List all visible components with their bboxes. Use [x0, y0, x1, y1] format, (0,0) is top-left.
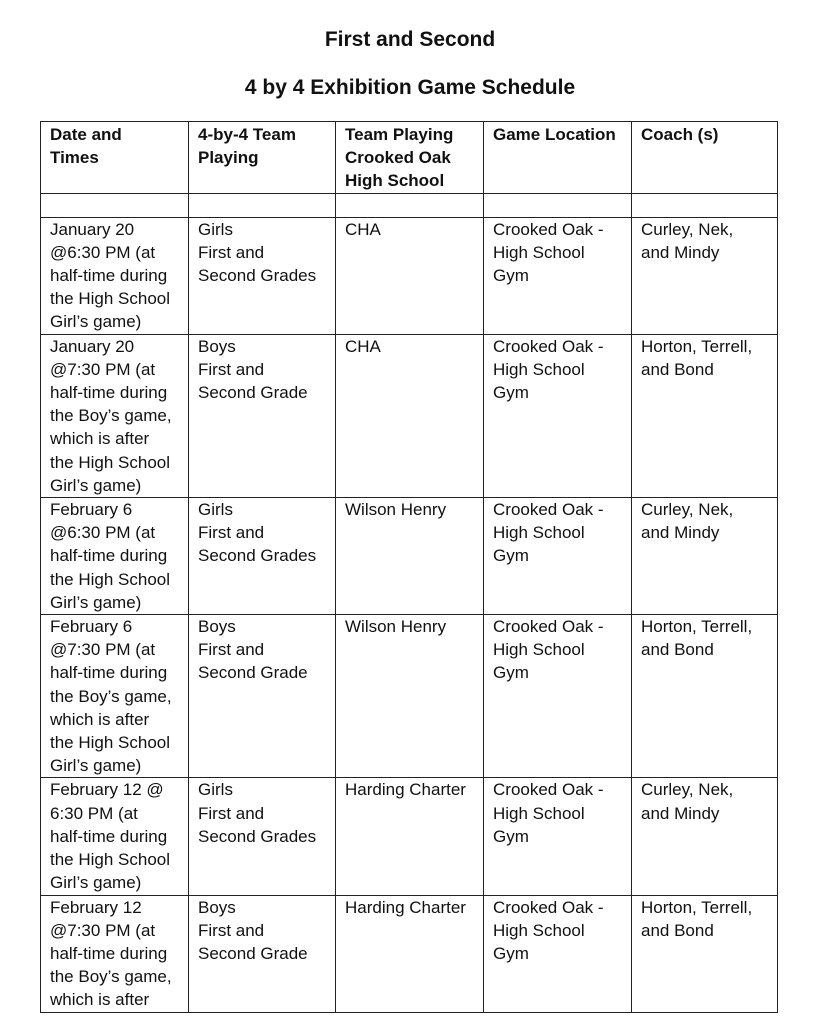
cell-date-line: which is after [50, 990, 150, 1010]
cell-team [189, 615, 336, 778]
cell-opponent-line: Wilson Henry [345, 500, 447, 520]
cell-team-line: Second Grade [198, 943, 308, 963]
cell-team-line: First and [198, 640, 265, 660]
cell-coaches-line: Horton, Terrell, [641, 897, 753, 917]
cell-opponent-line: CHA [345, 336, 381, 356]
cell-date-line: the Boy’s game, [50, 406, 172, 426]
cell-date-line: February 12 @ [50, 780, 164, 800]
cell-team [189, 895, 336, 1012]
table-row [41, 778, 778, 895]
cell-location-line: High School [493, 359, 585, 379]
cell-date-line: half-time during [50, 663, 168, 683]
cell-team-line: First and [198, 242, 265, 262]
cell-location-line: High School [493, 803, 585, 823]
cell-date [41, 895, 189, 1012]
cell-team-line: First and [198, 359, 265, 379]
cell-date-line: January 20 [50, 219, 135, 239]
cell-date-line: half-time during [50, 383, 168, 403]
cell-opponent-line: Wilson Henry [345, 617, 447, 637]
cell-opponent [336, 334, 484, 497]
cell-location-line: Crooked Oak - [493, 500, 604, 520]
cell-location-line: High School [493, 523, 585, 543]
cell-date-line: which is after [50, 429, 150, 449]
cell-date-line: the High School [50, 569, 171, 589]
cell-team-line: First and [198, 803, 265, 823]
cell-team [189, 217, 336, 334]
cell-coaches-line: and Mindy [641, 523, 720, 543]
cell-coaches-line: and Bond [641, 640, 714, 660]
cell-date-line: the High School [50, 289, 171, 309]
cell-team-line: Second Grade [198, 383, 308, 403]
cell-date [41, 778, 189, 895]
cell-coaches [632, 615, 778, 778]
cell-location-line: Gym [493, 383, 529, 403]
cell-location-line: Crooked Oak - [493, 897, 604, 917]
cell-date-line: the Boy’s game, [50, 686, 172, 706]
header-game-location: Game Location [484, 122, 632, 194]
cell-location-line: Crooked Oak - [493, 219, 604, 239]
schedule-table [40, 121, 778, 1013]
cell-location-line: Crooked Oak - [493, 617, 604, 637]
document-title: First and Second [324, 28, 496, 51]
cell-date-line: the High School [50, 452, 171, 472]
header-team-playing: 4-by-4 Team Playing [189, 122, 336, 194]
cell-location-line: High School [493, 640, 585, 660]
cell-team [189, 778, 336, 895]
cell-team-line: First and [198, 523, 265, 543]
cell-coaches [632, 778, 778, 895]
table-row [41, 498, 778, 615]
cell-date-line: Girl’s game) [50, 312, 142, 332]
cell-coaches-line: and Mindy [641, 803, 720, 823]
cell-opponent [336, 498, 484, 615]
cell-date [41, 498, 189, 615]
cell-team-line: Girls [198, 780, 233, 800]
cell-location [484, 615, 632, 778]
cell-date-line: half-time during [50, 546, 168, 566]
cell-team-line: Girls [198, 219, 233, 239]
cell-coaches [632, 895, 778, 1012]
cell-coaches-line: Curley, Nek, [641, 219, 734, 239]
cell-location [484, 498, 632, 615]
cell-date [41, 217, 189, 334]
cell-opponent [336, 615, 484, 778]
cell-team-line: Second Grades [198, 266, 317, 286]
cell-coaches-line: Curley, Nek, [641, 500, 734, 520]
cell-location-line: Gym [493, 546, 529, 566]
cell-coaches-line: and Mindy [641, 242, 720, 262]
cell-date-line: Girl’s game) [50, 756, 142, 776]
cell-date [41, 334, 189, 497]
cell-team-line: Boys [198, 897, 236, 917]
header-date-times: Date and Times [41, 122, 189, 194]
cell-team-line: Girls [198, 500, 233, 520]
cell-coaches-line: Horton, Terrell, [641, 617, 753, 637]
cell-date-line: February 12 [50, 897, 142, 917]
cell-date-line: @7:30 PM (at [50, 640, 156, 660]
cell-date-line: Girl’s game) [50, 592, 142, 612]
cell-opponent-line: Harding Charter [345, 780, 466, 800]
cell-coaches [632, 217, 778, 334]
cell-date-line: 6:30 PM (at [50, 803, 138, 823]
table-row [41, 895, 778, 1012]
cell-team-line: Second Grades [198, 826, 317, 846]
table-row [41, 615, 778, 778]
cell-location-line: Gym [493, 943, 529, 963]
cell-location-line: Gym [493, 266, 529, 286]
document-subtitle: 4 by 4 Exhibition Game Schedule [244, 76, 576, 99]
cell-date-line: half-time during [50, 943, 168, 963]
cell-location-line: Gym [493, 663, 529, 683]
cell-coaches [632, 334, 778, 497]
cell-location [484, 334, 632, 497]
cell-team-line: Boys [198, 617, 236, 637]
cell-team-line: First and [198, 920, 265, 940]
cell-date-line: the High School [50, 733, 171, 753]
header-opponent: Team Playing Crooked Oak High School [336, 122, 484, 194]
cell-date-line: half-time during [50, 266, 168, 286]
cell-date-line: the High School [50, 850, 171, 870]
cell-opponent-line: CHA [345, 219, 381, 239]
cell-location-line: Crooked Oak - [493, 780, 604, 800]
cell-date-line: February 6 [50, 500, 133, 520]
cell-date [41, 615, 189, 778]
cell-team [189, 334, 336, 497]
cell-date-line: which is after [50, 709, 150, 729]
cell-location-line: High School [493, 920, 585, 940]
cell-opponent-line: Harding Charter [345, 897, 466, 917]
table-row [41, 217, 778, 334]
cell-location-line: Crooked Oak - [493, 336, 604, 356]
cell-date-line: February 6 [50, 617, 133, 637]
cell-location-line: Gym [493, 826, 529, 846]
blank-row [41, 193, 778, 217]
cell-opponent [336, 217, 484, 334]
cell-coaches-line: Horton, Terrell, [641, 336, 753, 356]
cell-date-line: the Boy’s game, [50, 967, 172, 987]
cell-coaches [632, 498, 778, 615]
table-header-row [41, 122, 778, 194]
header-coaches: Coach (s) [632, 122, 778, 194]
cell-opponent [336, 895, 484, 1012]
cell-team-line: Second Grade [198, 663, 308, 683]
cell-date-line: @7:30 PM (at [50, 920, 156, 940]
cell-date-line: @6:30 PM (at [50, 242, 156, 262]
cell-date-line: half-time during [50, 826, 168, 846]
cell-location [484, 895, 632, 1012]
cell-date-line: Girl’s game) [50, 873, 142, 893]
cell-location [484, 217, 632, 334]
cell-coaches-line: and Bond [641, 359, 714, 379]
cell-team [189, 498, 336, 615]
cell-opponent [336, 778, 484, 895]
cell-coaches-line: and Bond [641, 920, 714, 940]
cell-location [484, 778, 632, 895]
cell-location-line: High School [493, 242, 585, 262]
cell-date-line: Girl’s game) [50, 475, 142, 495]
cell-date-line: @6:30 PM (at [50, 523, 156, 543]
cell-date-line: January 20 [50, 336, 135, 356]
cell-team-line: Boys [198, 336, 236, 356]
cell-coaches-line: Curley, Nek, [641, 780, 734, 800]
table-row [41, 334, 778, 497]
cell-date-line: @7:30 PM (at [50, 359, 156, 379]
cell-team-line: Second Grades [198, 546, 317, 566]
